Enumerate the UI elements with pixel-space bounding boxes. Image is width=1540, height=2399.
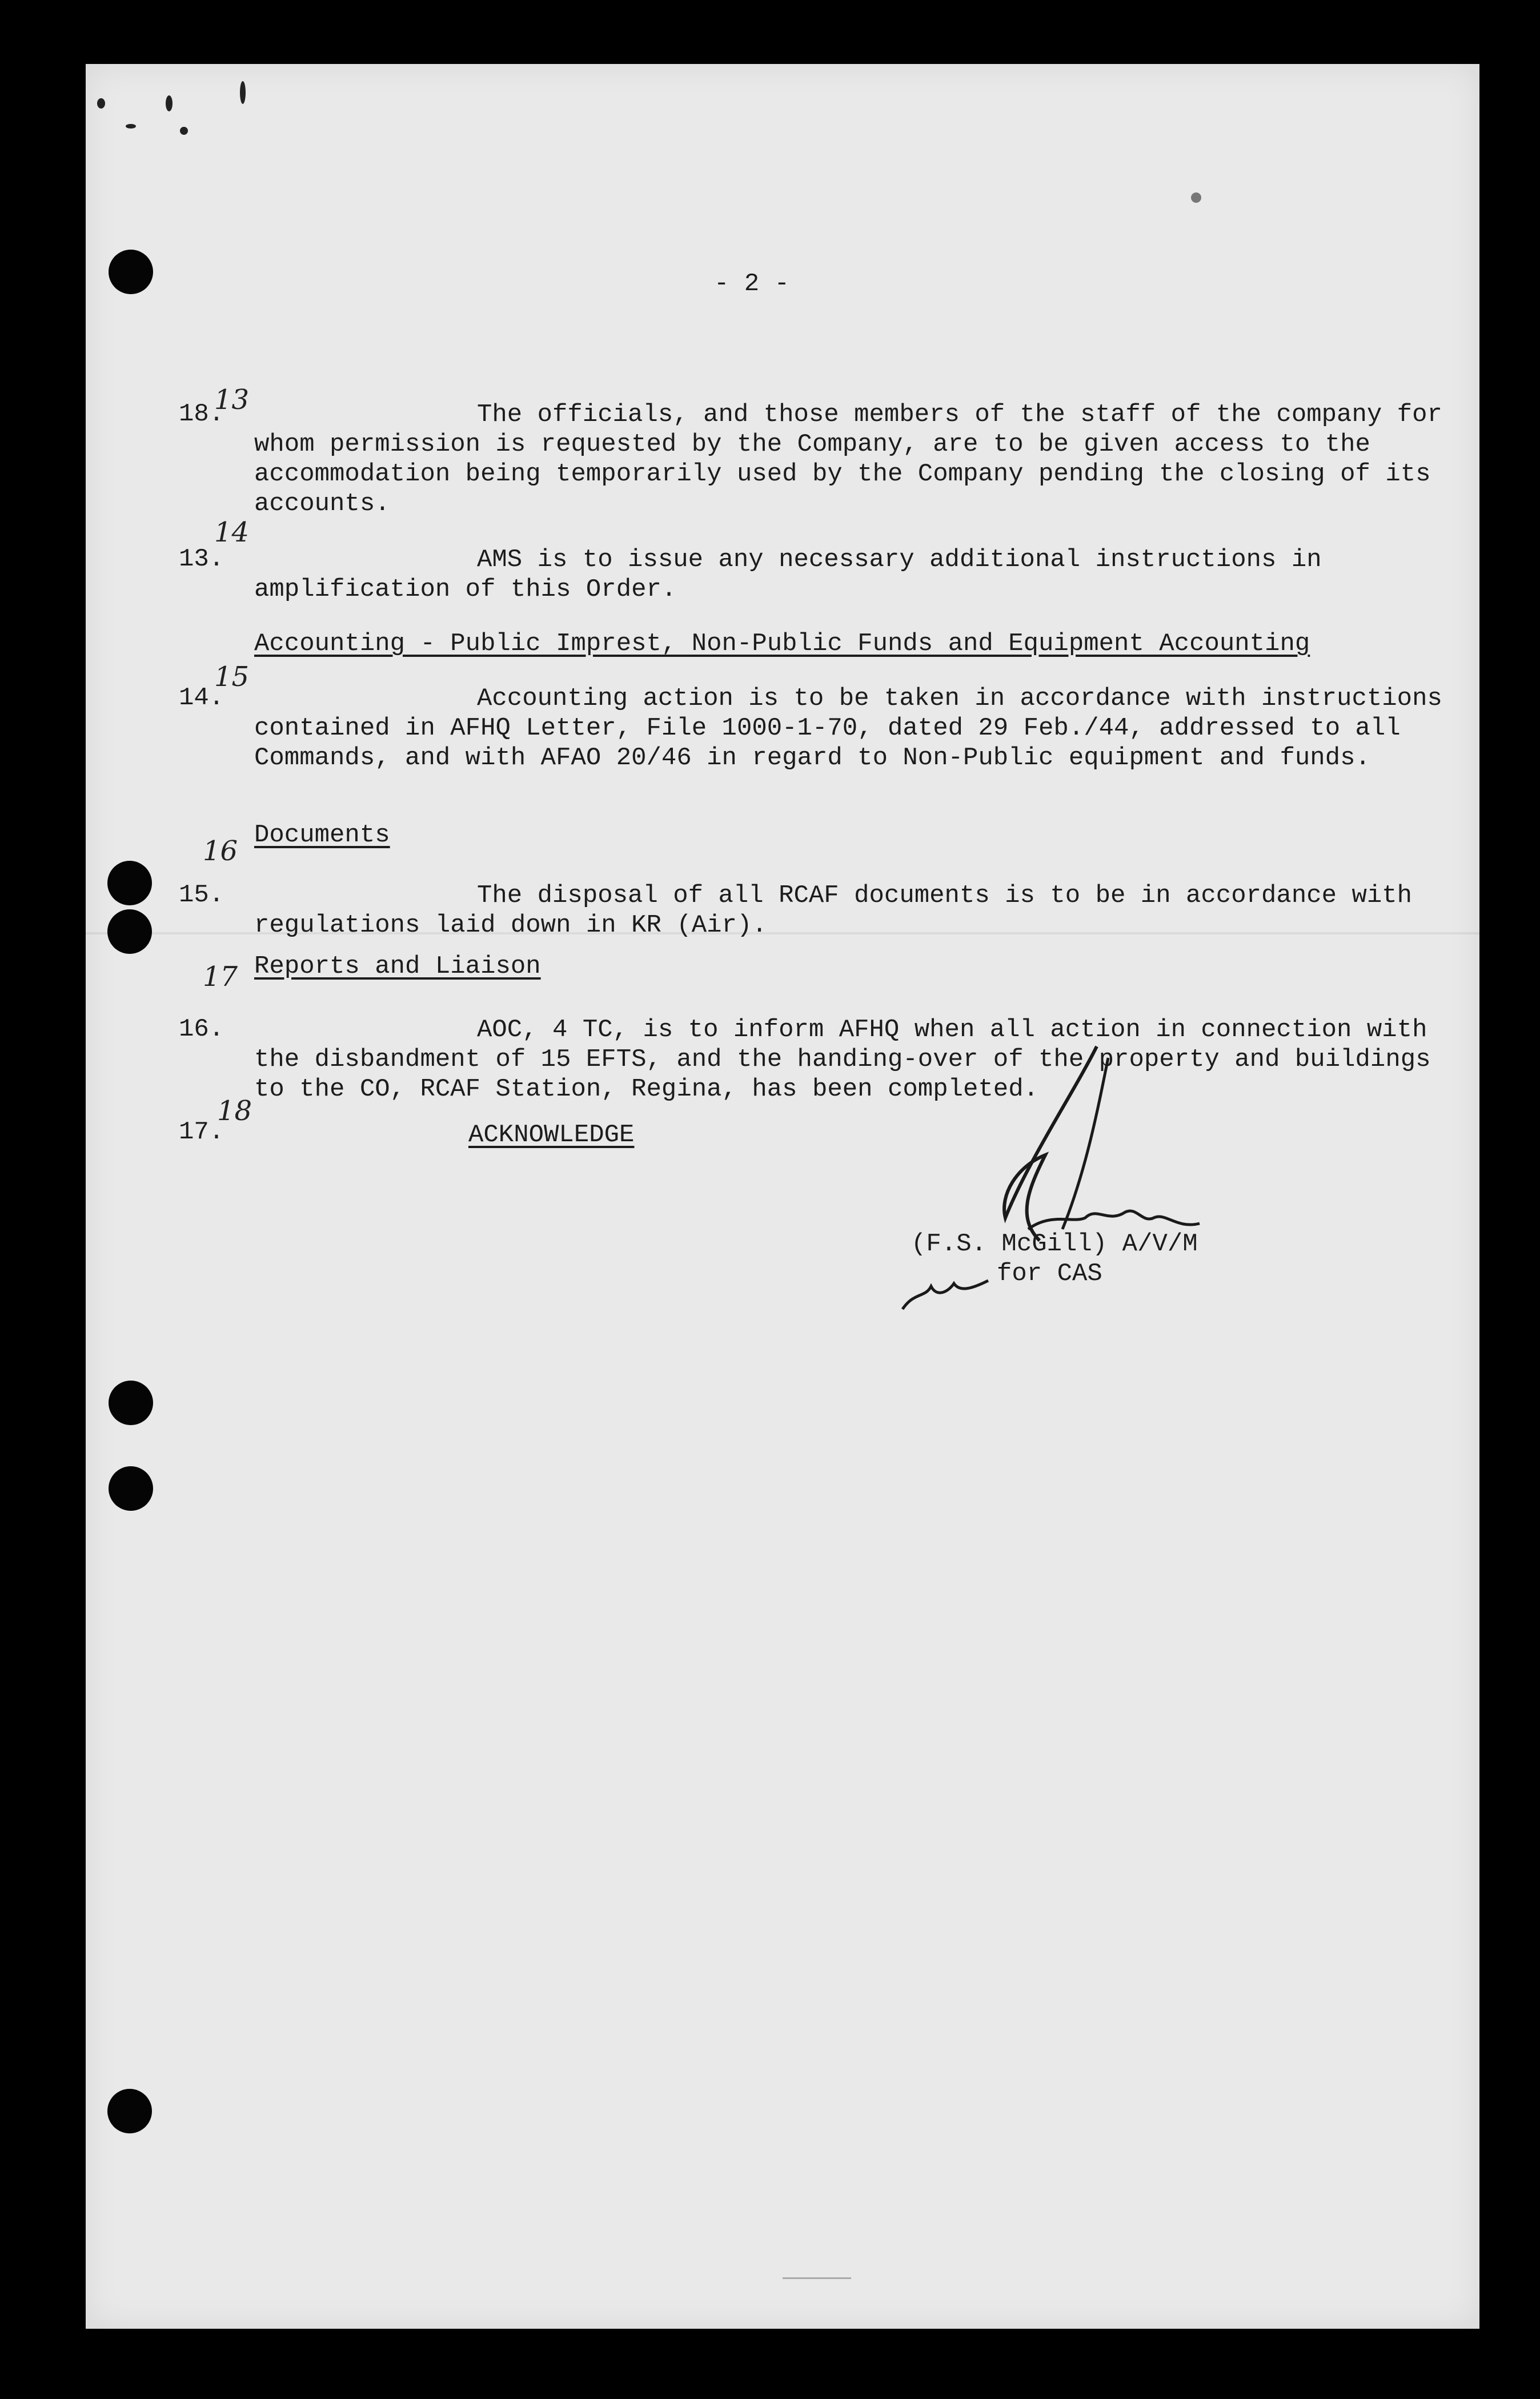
paragraph-text: The disposal of all RCAF documents is to be in accordance with regulations laid down in KR (Air). [254, 881, 1413, 940]
paragraph-hand-number: 15 [214, 661, 250, 693]
page-number: - 2 - [714, 270, 790, 298]
section-heading-reports: Reports and Liaison [254, 952, 541, 981]
punch-hole [107, 2089, 152, 2133]
speck [1191, 192, 1201, 203]
speck [97, 98, 105, 109]
document-page [86, 64, 1479, 2329]
scan-mark [783, 2277, 851, 2279]
speck [166, 95, 173, 111]
paragraph-hand-number: 16 [203, 835, 238, 867]
acknowledge-label: ACKNOWLEDGE [468, 1121, 635, 1149]
paragraph-typed-number: 17. [179, 1118, 224, 1146]
signatory-for: for CAS [997, 1259, 1102, 1288]
punch-hole [109, 250, 153, 294]
speck [180, 127, 188, 135]
paragraph-typed-number: 18. [179, 400, 224, 428]
paragraph-text: AOC, 4 TC, is to inform AFHQ when all action in connection with the disbandment of 15 EFTS, and the handing-over of the property and buildings to the CO, RCAF Station, Regina, has been completed. [254, 1016, 1431, 1104]
paragraph-text: Accounting action is to be taken in accordance with instructions contained in AFHQ Letter, File 1000-1-70, dated 29 Feb./44, addressed to all Commands, and with AFAO 20/46 in regard to Non-Public equipment and funds. [254, 684, 1442, 772]
paragraph-typed-number: 13. [179, 545, 224, 573]
paragraph-typed-number: 14. [179, 684, 224, 712]
paragraph-typed-number: 16. [179, 1015, 224, 1044]
punch-hole [107, 861, 152, 905]
section-heading-accounting: Accounting - Public Imprest, Non-Public Funds and Equipment Accounting [254, 629, 1310, 658]
signatory-name: (F.S. McGill) A/V/M [911, 1230, 1198, 1258]
section-heading-documents: Documents [254, 821, 390, 849]
paragraph-hand-number: 13 [214, 384, 250, 416]
punch-hole [109, 1381, 153, 1425]
speck [126, 124, 136, 129]
speck [240, 81, 246, 104]
punch-hole [107, 909, 152, 954]
punch-hole [109, 1466, 153, 1511]
paragraph-text: The officials, and those members of the staff of the company for whom permission is requested by the Company, are to be given access to the accommodation being temporarily used by the Company pending the closing of its accounts. [254, 400, 1442, 518]
paragraph-text: AMS is to issue any necessary additional instructions in amplification of this Order. [254, 545, 1322, 604]
paragraph-hand-number: 17 [203, 961, 238, 993]
paragraph-hand-number: 14 [214, 516, 250, 548]
paragraph-typed-number: 15. [179, 881, 224, 909]
signature-block [911, 1229, 1198, 1289]
paragraph-hand-number: 18 [217, 1095, 252, 1127]
